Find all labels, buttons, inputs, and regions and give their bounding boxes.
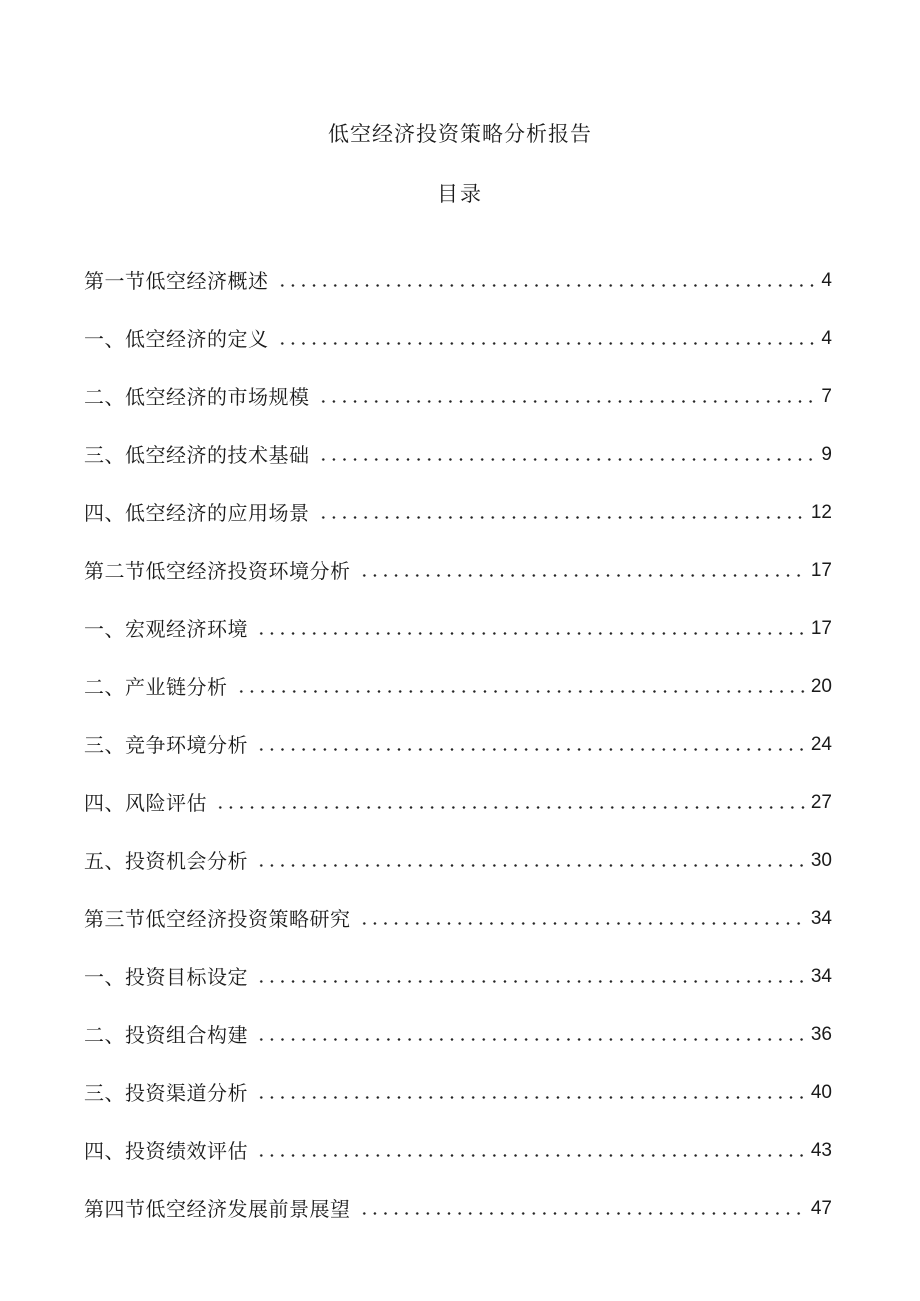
toc-entry-page: 34: [810, 908, 832, 929]
toc-entry[interactable]: [84, 412, 832, 470]
toc-entry-page: 9: [821, 444, 832, 465]
toc-entry-label: 四、低空经济的应用场景: [84, 501, 310, 525]
table-of-contents: [84, 238, 832, 1224]
toc-entry-page: 12: [810, 502, 832, 523]
toc-entry[interactable]: [84, 644, 832, 702]
toc-entry-page: 17: [810, 560, 832, 581]
toc-entry-page: 43: [810, 1140, 832, 1161]
toc-entry-page: 27: [810, 792, 832, 813]
toc-entry-label: 二、投资组合构建: [84, 1023, 248, 1047]
toc-entry[interactable]: [84, 1050, 832, 1108]
toc-entry[interactable]: [84, 528, 832, 586]
toc-dot-leader: [215, 806, 805, 809]
toc-entry[interactable]: [84, 1166, 832, 1224]
document-title: 低空经济投资策略分析报告: [328, 122, 592, 146]
toc-dot-leader: [277, 284, 816, 287]
toc-dot-leader: [359, 1212, 805, 1215]
toc-dot-leader: [256, 1154, 805, 1157]
toc-dot-leader: [359, 922, 805, 925]
toc-entry[interactable]: [84, 992, 832, 1050]
toc-entry[interactable]: [84, 354, 832, 412]
toc-entry[interactable]: [84, 760, 832, 818]
toc-entry-label: 五、投资机会分析: [84, 849, 248, 873]
toc-entry[interactable]: [84, 296, 832, 354]
toc-entry-label: 二、低空经济的市场规模: [84, 385, 310, 409]
toc-dot-leader: [359, 574, 805, 577]
toc-dot-leader: [256, 864, 805, 867]
toc-entry-page: 40: [810, 1082, 832, 1103]
toc-entry-label: 四、投资绩效评估: [84, 1139, 248, 1163]
toc-dot-leader: [256, 748, 805, 751]
toc-dot-leader: [236, 690, 805, 693]
toc-entry-page: 7: [821, 386, 832, 407]
toc-entry-label: 第三节低空经济投资策略研究: [84, 907, 351, 931]
toc-dot-leader: [277, 342, 816, 345]
toc-entry-page: 30: [810, 850, 832, 871]
toc-dot-leader: [318, 458, 816, 461]
toc-entry-label: 二、产业链分析: [84, 675, 228, 699]
toc-entry[interactable]: [84, 876, 832, 934]
toc-entry-label: 四、风险评估: [84, 791, 207, 815]
toc-entry-page: 20: [810, 676, 832, 697]
toc-entry-page: 4: [821, 270, 832, 291]
toc-entry-page: 17: [810, 618, 832, 639]
toc-entry[interactable]: [84, 934, 832, 992]
toc-entry-page: 36: [810, 1024, 832, 1045]
toc-dot-leader: [318, 516, 805, 519]
toc-entry-label: 三、低空经济的技术基础: [84, 443, 310, 467]
toc-entry-label: 第二节低空经济投资环境分析: [84, 559, 351, 583]
toc-entry-label: 三、竞争环境分析: [84, 733, 248, 757]
toc-entry-label: 第一节低空经济概述: [84, 269, 269, 293]
toc-entry[interactable]: [84, 1108, 832, 1166]
toc-entry-page: 34: [810, 966, 832, 987]
toc-entry[interactable]: [84, 586, 832, 644]
toc-entry-label: 三、投资渠道分析: [84, 1081, 248, 1105]
toc-dot-leader: [256, 1038, 805, 1041]
toc-entry-page: 47: [810, 1198, 832, 1219]
toc-dot-leader: [256, 1096, 805, 1099]
toc-entry[interactable]: [84, 702, 832, 760]
toc-heading: 目录: [437, 182, 483, 206]
toc-entry-page: 24: [810, 734, 832, 755]
toc-entry-label: 一、投资目标设定: [84, 965, 248, 989]
toc-entry-page: 4: [821, 328, 832, 349]
toc-entry[interactable]: [84, 818, 832, 876]
toc-entry-label: 一、宏观经济环境: [84, 617, 248, 641]
toc-entry[interactable]: [84, 238, 832, 296]
toc-dot-leader: [318, 400, 816, 403]
toc-dot-leader: [256, 632, 805, 635]
toc-entry-label: 一、低空经济的定义: [84, 327, 269, 351]
toc-dot-leader: [256, 980, 805, 983]
toc-entry-label: 第四节低空经济发展前景展望: [84, 1197, 351, 1221]
toc-entry[interactable]: [84, 470, 832, 528]
